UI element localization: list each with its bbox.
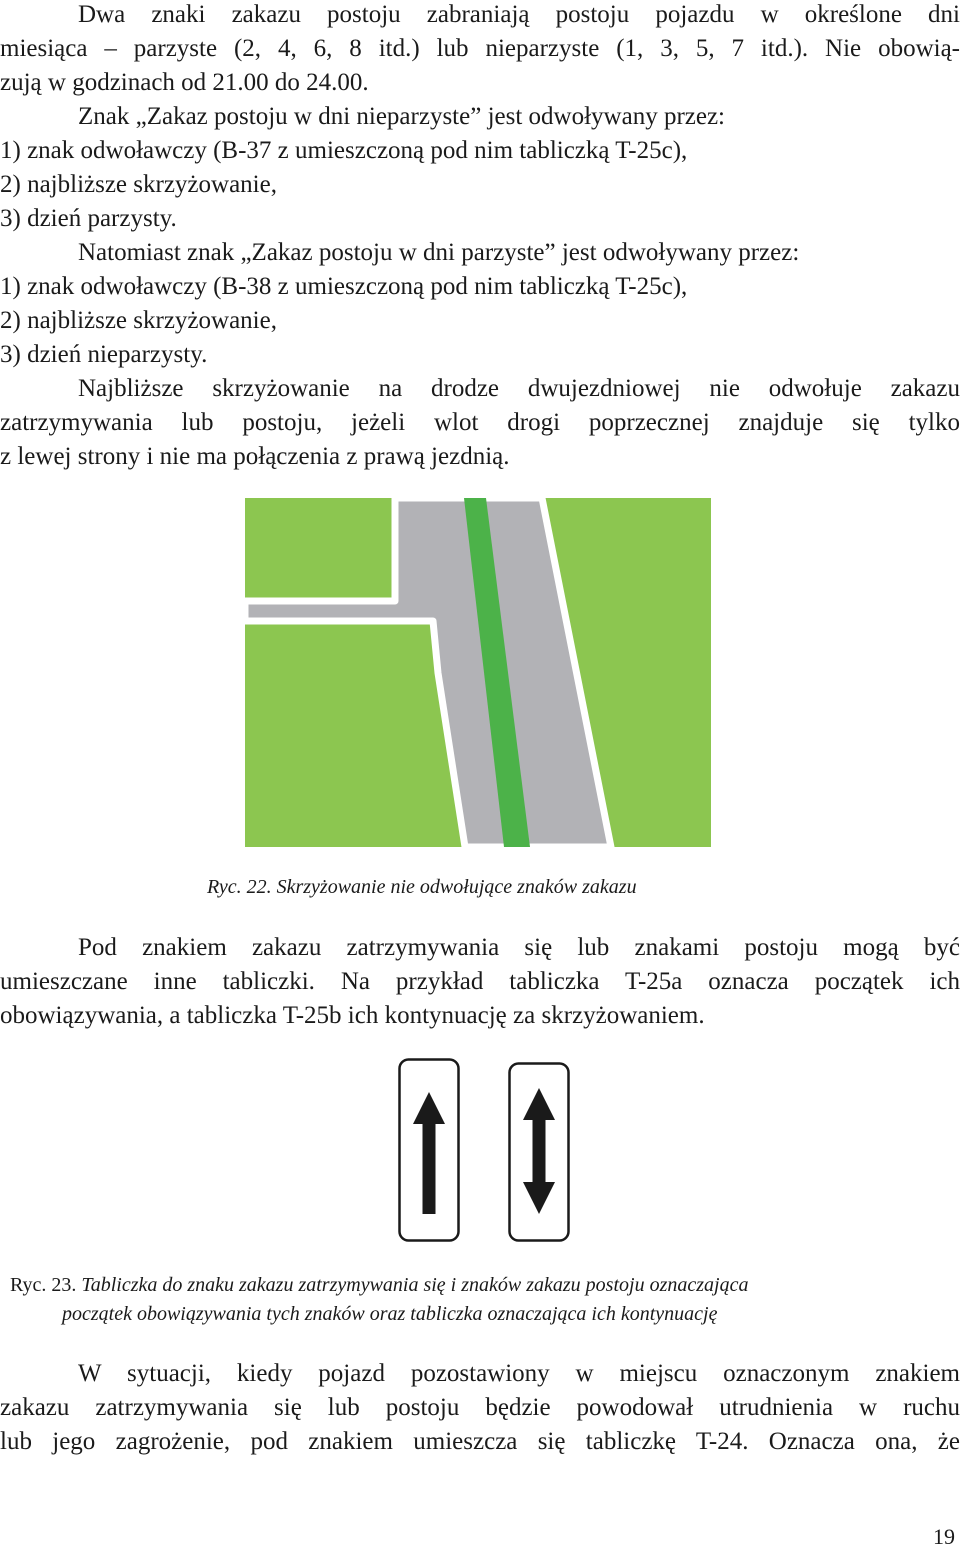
paragraph-4-line-3: z lewej strony i nie ma połączenia z prawą jezdnią.: [0, 443, 510, 470]
paragraph-3-item-3: 3) dzień nieparzysty.: [0, 341, 208, 368]
plate-t25a: [400, 1060, 459, 1241]
paragraph-3-item-1: 1) znak odwoławczy (B-38 z umieszczoną pod nim tabliczką T-25c),: [0, 273, 688, 300]
paragraph-2-item-2: 2) najbliższe skrzyżowanie,: [0, 171, 277, 198]
paragraph-4-line-2: zatrzymywania lub postoju, jeżeli wlot drogi poprzecznej znajduje się tylko: [0, 409, 960, 436]
paragraph-4-line-1: Najbliższe skrzyżowanie na drodze dwujezdniowej nie odwołuje zakazu: [78, 375, 960, 402]
plates-figure: [398, 1058, 570, 1244]
paragraph-1-line-3: zują w godzinach od 21.00 do 24.00.: [0, 69, 369, 96]
paragraph-5-line-1: Pod znakiem zakazu zatrzymywania się lub znakami postoju mogą być: [78, 934, 960, 961]
paragraph-3-line-1: Natomiast znak „Zakaz postoju w dni parzyste” jest odwoływany przez:: [78, 239, 800, 266]
plate-t25b: [510, 1064, 569, 1241]
figure-22-caption: [207, 873, 637, 901]
figure-22-text: Skrzyżowanie nie odwołujące znaków zakazu: [276, 876, 637, 898]
figure-22-label: Ryc. 22.: [207, 876, 272, 898]
paragraph-3-item-2: 2) najbliższe skrzyżowanie,: [0, 307, 277, 334]
paragraph-5-line-2: umieszczane inne tabliczki. Na przykład tabliczka T-25a oznacza początek ich: [0, 968, 960, 995]
figure-23-text-1: Tabliczka do znaku zakazu zatrzymywania się i znaków zakazu postoju oznaczająca: [81, 1274, 749, 1296]
paragraph-1-line-1: Dwa znaki zakazu postoju zabraniają postoju pojazdu w określone dni: [78, 1, 960, 28]
paragraph-2-item-3: 3) dzień parzysty.: [0, 205, 177, 232]
paragraph-6-line-2: zakazu zatrzymywania się lub postoju będzie powodował utrudnienia w ruchu: [0, 1394, 960, 1421]
paragraph-6-line-3: lub jego zagrożenie, pod znakiem umieszcza się tabliczkę T-24. Oznacza ona, że: [0, 1428, 960, 1455]
figure-23-caption-line-1: [10, 1271, 748, 1299]
figure-23-caption-line-2: początek obowiązywania tych znaków oraz tabliczka oznaczająca ich kontynuację: [62, 1303, 718, 1325]
paragraph-1-line-2: miesiąca – parzyste (2, 4, 6, 8 itd.) lub nieparzyste (1, 3, 5, 7 itd.). Nie obowią-: [0, 35, 960, 62]
paragraph-6-line-1: W sytuacji, kiedy pojazd pozostawiony w miejscu oznaczonym znakiem: [78, 1360, 960, 1387]
paragraph-2-item-1: 1) znak odwoławczy (B-37 z umieszczoną pod nim tabliczką T-25c),: [0, 137, 688, 164]
intersection-diagram: [245, 498, 711, 847]
paragraph-2-line-1: Znak „Zakaz postoju w dni nieparzyste” jest odwoływany przez:: [78, 103, 725, 130]
page-number: 19: [933, 1524, 955, 1549]
figure-23-label: Ryc. 23.: [10, 1274, 77, 1296]
paragraph-5-line-3: obowiązywania, a tabliczka T-25b ich kontynuację za skrzyżowaniem.: [0, 1002, 705, 1029]
